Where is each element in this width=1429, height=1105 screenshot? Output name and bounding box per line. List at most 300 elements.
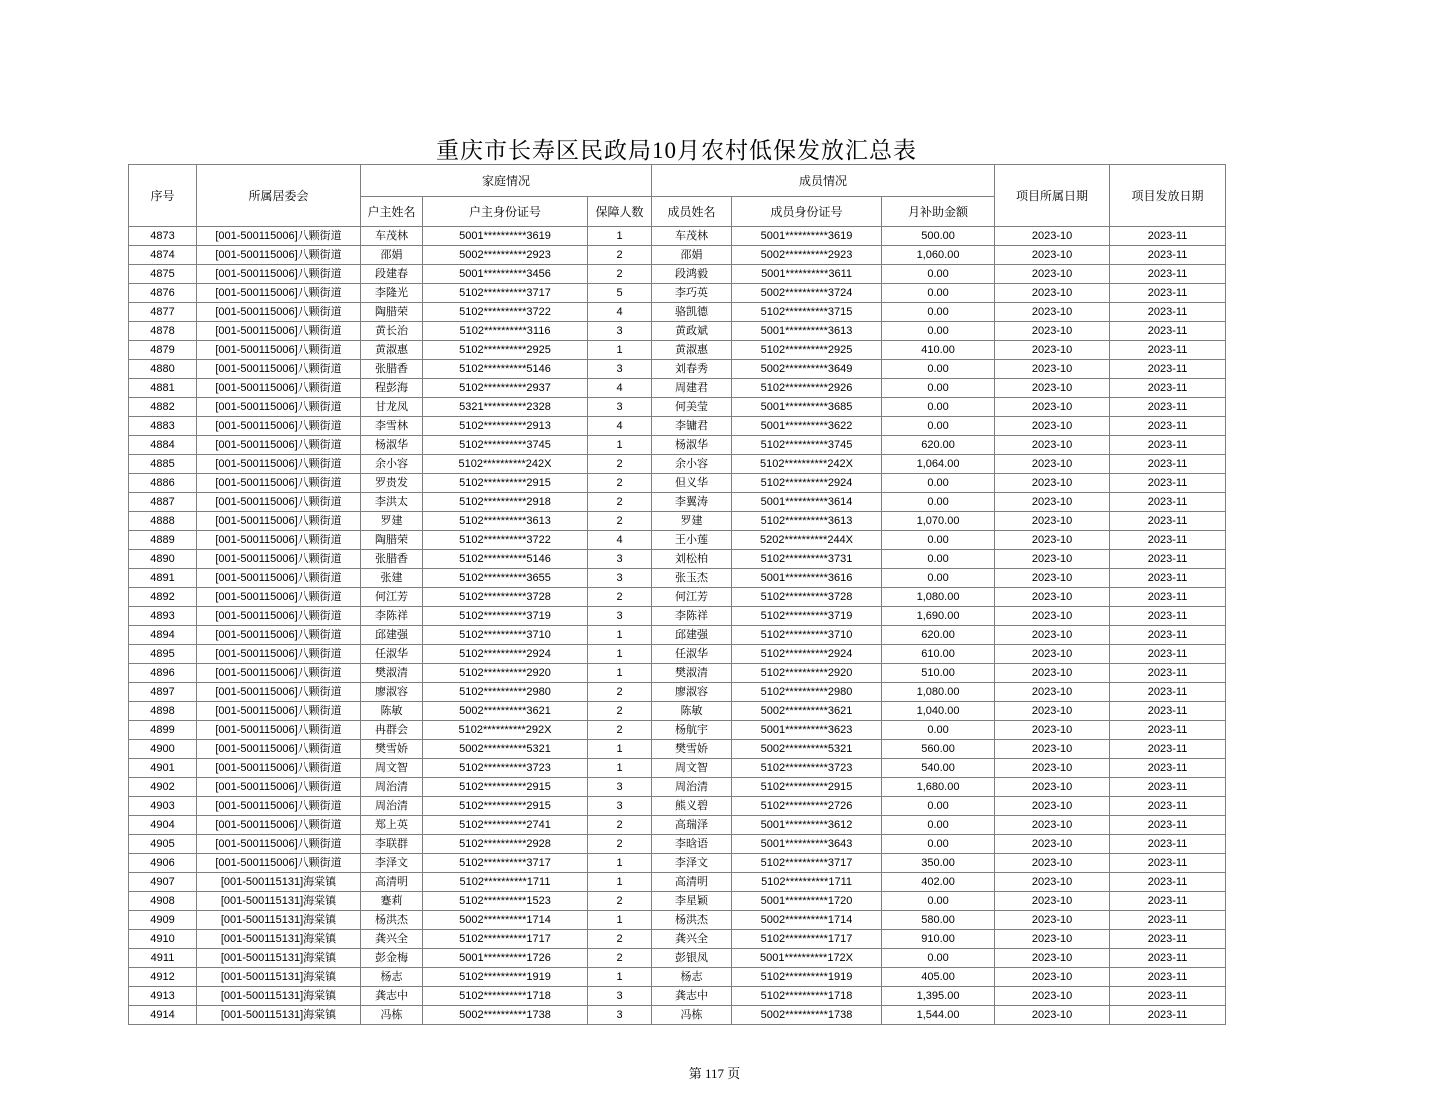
cell-issue-date: 2023-11	[1110, 683, 1226, 702]
cell-project-date: 2023-10	[995, 987, 1110, 1006]
cell-protected-count: 2	[588, 246, 652, 265]
table-row	[129, 626, 1226, 645]
cell-member-id: 5001**********3619	[732, 227, 882, 246]
cell-committee: [001-500115006]八颗街道	[197, 759, 361, 778]
cell-head-name: 龚兴全	[361, 930, 423, 949]
cell-committee: [001-500115006]八颗街道	[197, 683, 361, 702]
cell-head-id: 5001**********3456	[423, 265, 588, 284]
col-header-head-name: 户主姓名	[361, 197, 423, 227]
cell-committee: [001-500115006]八颗街道	[197, 740, 361, 759]
table-row	[129, 816, 1226, 835]
cell-head-id: 5321**********2328	[423, 398, 588, 417]
cell-member-name: 李镛君	[652, 417, 732, 436]
cell-project-date: 2023-10	[995, 797, 1110, 816]
cell-subsidy: 0.00	[882, 721, 995, 740]
cell-member-id: 5102**********3723	[732, 759, 882, 778]
cell-issue-date: 2023-11	[1110, 474, 1226, 493]
cell-serial: 4893	[129, 607, 197, 626]
cell-committee: [001-500115131]海棠镇	[197, 1006, 361, 1025]
cell-head-id: 5102**********1711	[423, 873, 588, 892]
col-header-issue-date: 项目发放日期	[1110, 165, 1226, 227]
cell-project-date: 2023-10	[995, 854, 1110, 873]
cell-head-name: 邵娟	[361, 246, 423, 265]
cell-head-name: 高清明	[361, 873, 423, 892]
cell-committee: [001-500115006]八颗街道	[197, 322, 361, 341]
cell-member-id: 5002**********1738	[732, 1006, 882, 1025]
cell-member-id: 5102**********2920	[732, 664, 882, 683]
cell-protected-count: 2	[588, 588, 652, 607]
cell-member-name: 樊淑清	[652, 664, 732, 683]
cell-member-name: 罗建	[652, 512, 732, 531]
cell-member-id: 5001**********3612	[732, 816, 882, 835]
cell-project-date: 2023-10	[995, 493, 1110, 512]
cell-issue-date: 2023-11	[1110, 322, 1226, 341]
cell-head-name: 周治清	[361, 797, 423, 816]
cell-member-name: 李翼涛	[652, 493, 732, 512]
cell-subsidy: 0.00	[882, 531, 995, 550]
cell-protected-count: 3	[588, 1006, 652, 1025]
cell-committee: [001-500115006]八颗街道	[197, 303, 361, 322]
cell-head-id: 5102**********2741	[423, 816, 588, 835]
cell-head-id: 5001**********1726	[423, 949, 588, 968]
table-row	[129, 493, 1226, 512]
cell-project-date: 2023-10	[995, 835, 1110, 854]
cell-member-id: 5002**********5321	[732, 740, 882, 759]
cell-head-name: 冉群会	[361, 721, 423, 740]
cell-issue-date: 2023-11	[1110, 1006, 1226, 1025]
cell-protected-count: 3	[588, 569, 652, 588]
cell-protected-count: 1	[588, 341, 652, 360]
cell-serial: 4912	[129, 968, 197, 987]
cell-serial: 4879	[129, 341, 197, 360]
cell-committee: [001-500115006]八颗街道	[197, 626, 361, 645]
cell-member-id: 5002**********2923	[732, 246, 882, 265]
cell-subsidy: 1,060.00	[882, 246, 995, 265]
col-header-protected-count: 保障人数	[588, 197, 652, 227]
cell-project-date: 2023-10	[995, 759, 1110, 778]
cell-head-name: 彭金梅	[361, 949, 423, 968]
cell-subsidy: 0.00	[882, 835, 995, 854]
cell-serial: 4907	[129, 873, 197, 892]
cell-member-id: 5102**********3719	[732, 607, 882, 626]
cell-subsidy: 0.00	[882, 892, 995, 911]
cell-member-id: 5102**********3715	[732, 303, 882, 322]
cell-committee: [001-500115006]八颗街道	[197, 854, 361, 873]
cell-head-id: 5102**********2918	[423, 493, 588, 512]
cell-issue-date: 2023-11	[1110, 227, 1226, 246]
cell-committee: [001-500115006]八颗街道	[197, 436, 361, 455]
cell-subsidy: 0.00	[882, 569, 995, 588]
cell-serial: 4886	[129, 474, 197, 493]
table-row	[129, 892, 1226, 911]
cell-protected-count: 3	[588, 797, 652, 816]
cell-member-id: 5102**********1919	[732, 968, 882, 987]
cell-protected-count: 1	[588, 626, 652, 645]
cell-issue-date: 2023-11	[1110, 284, 1226, 303]
cell-head-name: 罗贵发	[361, 474, 423, 493]
cell-member-name: 李陈祥	[652, 607, 732, 626]
cell-project-date: 2023-10	[995, 246, 1110, 265]
table-row	[129, 835, 1226, 854]
cell-committee: [001-500115006]八颗街道	[197, 455, 361, 474]
cell-protected-count: 3	[588, 398, 652, 417]
cell-serial: 4882	[129, 398, 197, 417]
col-header-family-group: 家庭情况	[361, 165, 652, 197]
cell-issue-date: 2023-11	[1110, 360, 1226, 379]
cell-issue-date: 2023-11	[1110, 455, 1226, 474]
table-row	[129, 778, 1226, 797]
cell-subsidy: 910.00	[882, 930, 995, 949]
table-row	[129, 417, 1226, 436]
cell-protected-count: 1	[588, 873, 652, 892]
table-row	[129, 949, 1226, 968]
cell-protected-count: 2	[588, 493, 652, 512]
cell-member-id: 5102**********2726	[732, 797, 882, 816]
table-row	[129, 360, 1226, 379]
cell-head-id: 5102**********2980	[423, 683, 588, 702]
cell-member-id: 5102**********2924	[732, 474, 882, 493]
cell-subsidy: 0.00	[882, 474, 995, 493]
cell-subsidy: 0.00	[882, 797, 995, 816]
cell-project-date: 2023-10	[995, 892, 1110, 911]
cell-member-name: 余小容	[652, 455, 732, 474]
cell-head-id: 5002**********2923	[423, 246, 588, 265]
cell-member-name: 樊雪娇	[652, 740, 732, 759]
subsidy-summary-table	[128, 164, 1226, 1025]
cell-member-name: 廖淑容	[652, 683, 732, 702]
cell-serial: 4894	[129, 626, 197, 645]
col-header-member-name: 成员姓名	[652, 197, 732, 227]
cell-subsidy: 405.00	[882, 968, 995, 987]
cell-serial: 4875	[129, 265, 197, 284]
cell-subsidy: 402.00	[882, 873, 995, 892]
cell-committee: [001-500115131]海棠镇	[197, 949, 361, 968]
cell-head-id: 5002**********3621	[423, 702, 588, 721]
cell-project-date: 2023-10	[995, 379, 1110, 398]
cell-serial: 4913	[129, 987, 197, 1006]
cell-protected-count: 3	[588, 322, 652, 341]
cell-issue-date: 2023-11	[1110, 645, 1226, 664]
cell-committee: [001-500115006]八颗街道	[197, 379, 361, 398]
cell-member-id: 5102**********2924	[732, 645, 882, 664]
cell-head-id: 5102**********2920	[423, 664, 588, 683]
cell-issue-date: 2023-11	[1110, 987, 1226, 1006]
cell-committee: [001-500115131]海棠镇	[197, 911, 361, 930]
table-row	[129, 398, 1226, 417]
cell-issue-date: 2023-11	[1110, 968, 1226, 987]
cell-head-id: 5102**********3116	[423, 322, 588, 341]
cell-member-id: 5102**********3731	[732, 550, 882, 569]
col-header-serial: 序号	[129, 165, 197, 227]
cell-member-name: 高瑞泽	[652, 816, 732, 835]
cell-committee: [001-500115006]八颗街道	[197, 360, 361, 379]
cell-committee: [001-500115006]八颗街道	[197, 569, 361, 588]
cell-protected-count: 2	[588, 721, 652, 740]
cell-serial: 4905	[129, 835, 197, 854]
cell-protected-count: 2	[588, 265, 652, 284]
cell-subsidy: 540.00	[882, 759, 995, 778]
cell-member-name: 骆凯德	[652, 303, 732, 322]
cell-member-name: 冯栋	[652, 1006, 732, 1025]
cell-head-id: 5102**********1717	[423, 930, 588, 949]
cell-issue-date: 2023-11	[1110, 379, 1226, 398]
cell-project-date: 2023-10	[995, 417, 1110, 436]
cell-member-name: 龚志中	[652, 987, 732, 1006]
cell-subsidy: 0.00	[882, 360, 995, 379]
cell-issue-date: 2023-11	[1110, 702, 1226, 721]
cell-protected-count: 1	[588, 227, 652, 246]
cell-head-id: 5102**********3719	[423, 607, 588, 626]
cell-head-name: 甘龙凤	[361, 398, 423, 417]
cell-head-id: 5102**********1718	[423, 987, 588, 1006]
cell-member-name: 刘春秀	[652, 360, 732, 379]
cell-project-date: 2023-10	[995, 512, 1110, 531]
cell-protected-count: 3	[588, 987, 652, 1006]
table-row	[129, 588, 1226, 607]
cell-head-name: 段建春	[361, 265, 423, 284]
cell-member-name: 李泽文	[652, 854, 732, 873]
cell-head-name: 何江芳	[361, 588, 423, 607]
cell-serial: 4880	[129, 360, 197, 379]
cell-project-date: 2023-10	[995, 436, 1110, 455]
cell-project-date: 2023-10	[995, 702, 1110, 721]
cell-protected-count: 3	[588, 360, 652, 379]
cell-protected-count: 2	[588, 702, 652, 721]
cell-member-id: 5001**********3613	[732, 322, 882, 341]
cell-member-name: 任淑华	[652, 645, 732, 664]
table-row	[129, 797, 1226, 816]
cell-project-date: 2023-10	[995, 588, 1110, 607]
cell-issue-date: 2023-11	[1110, 246, 1226, 265]
cell-member-id: 5001**********3623	[732, 721, 882, 740]
cell-project-date: 2023-10	[995, 1006, 1110, 1025]
cell-issue-date: 2023-11	[1110, 531, 1226, 550]
cell-serial: 4883	[129, 417, 197, 436]
cell-member-name: 彭银凤	[652, 949, 732, 968]
cell-committee: [001-500115006]八颗街道	[197, 531, 361, 550]
cell-issue-date: 2023-11	[1110, 911, 1226, 930]
cell-issue-date: 2023-11	[1110, 854, 1226, 873]
cell-serial: 4876	[129, 284, 197, 303]
cell-serial: 4911	[129, 949, 197, 968]
cell-head-name: 陈敏	[361, 702, 423, 721]
table-row	[129, 531, 1226, 550]
cell-subsidy: 0.00	[882, 265, 995, 284]
cell-issue-date: 2023-11	[1110, 664, 1226, 683]
cell-subsidy: 1,395.00	[882, 987, 995, 1006]
cell-member-name: 邵娟	[652, 246, 732, 265]
cell-committee: [001-500115006]八颗街道	[197, 607, 361, 626]
cell-protected-count: 4	[588, 303, 652, 322]
cell-member-id: 5102**********1718	[732, 987, 882, 1006]
cell-subsidy: 0.00	[882, 493, 995, 512]
cell-serial: 4902	[129, 778, 197, 797]
cell-member-name: 周文智	[652, 759, 732, 778]
cell-issue-date: 2023-11	[1110, 398, 1226, 417]
cell-committee: [001-500115006]八颗街道	[197, 493, 361, 512]
cell-issue-date: 2023-11	[1110, 759, 1226, 778]
table-row	[129, 645, 1226, 664]
table-row	[129, 379, 1226, 398]
table-row	[129, 246, 1226, 265]
cell-head-name: 任淑华	[361, 645, 423, 664]
cell-issue-date: 2023-11	[1110, 740, 1226, 759]
table-row	[129, 740, 1226, 759]
cell-head-id: 5102**********5146	[423, 360, 588, 379]
cell-head-id: 5002**********1714	[423, 911, 588, 930]
cell-committee: [001-500115006]八颗街道	[197, 835, 361, 854]
cell-protected-count: 2	[588, 930, 652, 949]
table-body	[129, 227, 1226, 1025]
cell-member-name: 车茂林	[652, 227, 732, 246]
table-row	[129, 550, 1226, 569]
cell-serial: 4908	[129, 892, 197, 911]
cell-head-id: 5102**********242X	[423, 455, 588, 474]
cell-serial: 4878	[129, 322, 197, 341]
cell-committee: [001-500115006]八颗街道	[197, 721, 361, 740]
cell-protected-count: 5	[588, 284, 652, 303]
cell-member-id: 5002**********1714	[732, 911, 882, 930]
cell-subsidy: 0.00	[882, 379, 995, 398]
cell-member-name: 李晗语	[652, 835, 732, 854]
cell-protected-count: 2	[588, 892, 652, 911]
cell-head-id: 5102**********5146	[423, 550, 588, 569]
cell-issue-date: 2023-11	[1110, 436, 1226, 455]
cell-protected-count: 2	[588, 949, 652, 968]
cell-head-name: 李泽文	[361, 854, 423, 873]
cell-head-id: 5102**********3723	[423, 759, 588, 778]
cell-head-name: 程彭海	[361, 379, 423, 398]
cell-head-id: 5102**********3717	[423, 854, 588, 873]
cell-serial: 4885	[129, 455, 197, 474]
cell-head-name: 樊淑清	[361, 664, 423, 683]
cell-head-id: 5102**********3728	[423, 588, 588, 607]
cell-committee: [001-500115006]八颗街道	[197, 341, 361, 360]
cell-protected-count: 3	[588, 607, 652, 626]
cell-head-id: 5102**********3722	[423, 303, 588, 322]
cell-head-name: 李雪林	[361, 417, 423, 436]
cell-issue-date: 2023-11	[1110, 607, 1226, 626]
cell-protected-count: 1	[588, 854, 652, 873]
cell-head-id: 5102**********292X	[423, 721, 588, 740]
cell-protected-count: 2	[588, 512, 652, 531]
cell-committee: [001-500115006]八颗街道	[197, 816, 361, 835]
cell-project-date: 2023-10	[995, 398, 1110, 417]
cell-subsidy: 500.00	[882, 227, 995, 246]
cell-protected-count: 3	[588, 550, 652, 569]
cell-issue-date: 2023-11	[1110, 949, 1226, 968]
col-header-head-id: 户主身份证号	[423, 197, 588, 227]
cell-committee: [001-500115006]八颗街道	[197, 284, 361, 303]
cell-member-name: 何美莹	[652, 398, 732, 417]
table-row	[129, 569, 1226, 588]
cell-head-name: 杨洪杰	[361, 911, 423, 930]
cell-serial: 4900	[129, 740, 197, 759]
table-row	[129, 854, 1226, 873]
cell-member-name: 熊义碧	[652, 797, 732, 816]
cell-head-name: 黄淑惠	[361, 341, 423, 360]
table-row	[129, 721, 1226, 740]
cell-issue-date: 2023-11	[1110, 930, 1226, 949]
cell-member-id: 5102**********1711	[732, 873, 882, 892]
cell-member-name: 黄政斌	[652, 322, 732, 341]
cell-project-date: 2023-10	[995, 873, 1110, 892]
cell-issue-date: 2023-11	[1110, 512, 1226, 531]
cell-serial: 4884	[129, 436, 197, 455]
cell-issue-date: 2023-11	[1110, 816, 1226, 835]
cell-subsidy: 1,544.00	[882, 1006, 995, 1025]
cell-head-id: 5001**********3619	[423, 227, 588, 246]
cell-committee: [001-500115131]海棠镇	[197, 987, 361, 1006]
cell-serial: 4887	[129, 493, 197, 512]
cell-head-name: 张腊香	[361, 550, 423, 569]
cell-project-date: 2023-10	[995, 531, 1110, 550]
cell-protected-count: 3	[588, 778, 652, 797]
cell-project-date: 2023-10	[995, 607, 1110, 626]
cell-head-id: 5102**********3655	[423, 569, 588, 588]
cell-project-date: 2023-10	[995, 778, 1110, 797]
cell-member-id: 5102**********2926	[732, 379, 882, 398]
cell-subsidy: 0.00	[882, 550, 995, 569]
cell-member-id: 5001**********1720	[732, 892, 882, 911]
cell-head-id: 5102**********3710	[423, 626, 588, 645]
cell-committee: [001-500115006]八颗街道	[197, 417, 361, 436]
page-title: 重庆市长寿区民政局10月农村低保发放汇总表	[436, 138, 917, 163]
cell-head-name: 李陈祥	[361, 607, 423, 626]
cell-protected-count: 1	[588, 759, 652, 778]
cell-project-date: 2023-10	[995, 816, 1110, 835]
cell-subsidy: 1,070.00	[882, 512, 995, 531]
cell-member-id: 5102**********3728	[732, 588, 882, 607]
cell-member-name: 杨洪杰	[652, 911, 732, 930]
cell-serial: 4892	[129, 588, 197, 607]
cell-subsidy: 1,680.00	[882, 778, 995, 797]
cell-protected-count: 2	[588, 683, 652, 702]
cell-project-date: 2023-10	[995, 474, 1110, 493]
table-row	[129, 512, 1226, 531]
table-row	[129, 303, 1226, 322]
col-header-project-date: 项目所属日期	[995, 165, 1110, 227]
cell-serial: 4881	[129, 379, 197, 398]
page-number: 第 117 页	[688, 1066, 741, 1081]
cell-subsidy: 510.00	[882, 664, 995, 683]
cell-member-id: 5102**********3710	[732, 626, 882, 645]
table-row	[129, 265, 1226, 284]
cell-committee: [001-500115006]八颗街道	[197, 588, 361, 607]
cell-member-name: 高清明	[652, 873, 732, 892]
cell-subsidy: 0.00	[882, 949, 995, 968]
cell-subsidy: 620.00	[882, 626, 995, 645]
table-row	[129, 1006, 1226, 1025]
cell-head-id: 5102**********1919	[423, 968, 588, 987]
cell-serial: 4889	[129, 531, 197, 550]
cell-issue-date: 2023-11	[1110, 588, 1226, 607]
cell-issue-date: 2023-11	[1110, 265, 1226, 284]
cell-committee: [001-500115006]八颗街道	[197, 778, 361, 797]
table-row	[129, 341, 1226, 360]
cell-head-name: 龚志中	[361, 987, 423, 1006]
cell-project-date: 2023-10	[995, 550, 1110, 569]
cell-subsidy: 610.00	[882, 645, 995, 664]
cell-protected-count: 1	[588, 645, 652, 664]
cell-subsidy: 580.00	[882, 911, 995, 930]
cell-subsidy: 0.00	[882, 417, 995, 436]
cell-committee: [001-500115006]八颗街道	[197, 265, 361, 284]
cell-committee: [001-500115006]八颗街道	[197, 227, 361, 246]
cell-member-name: 杨航宇	[652, 721, 732, 740]
cell-member-id: 5001**********3622	[732, 417, 882, 436]
table-row	[129, 930, 1226, 949]
